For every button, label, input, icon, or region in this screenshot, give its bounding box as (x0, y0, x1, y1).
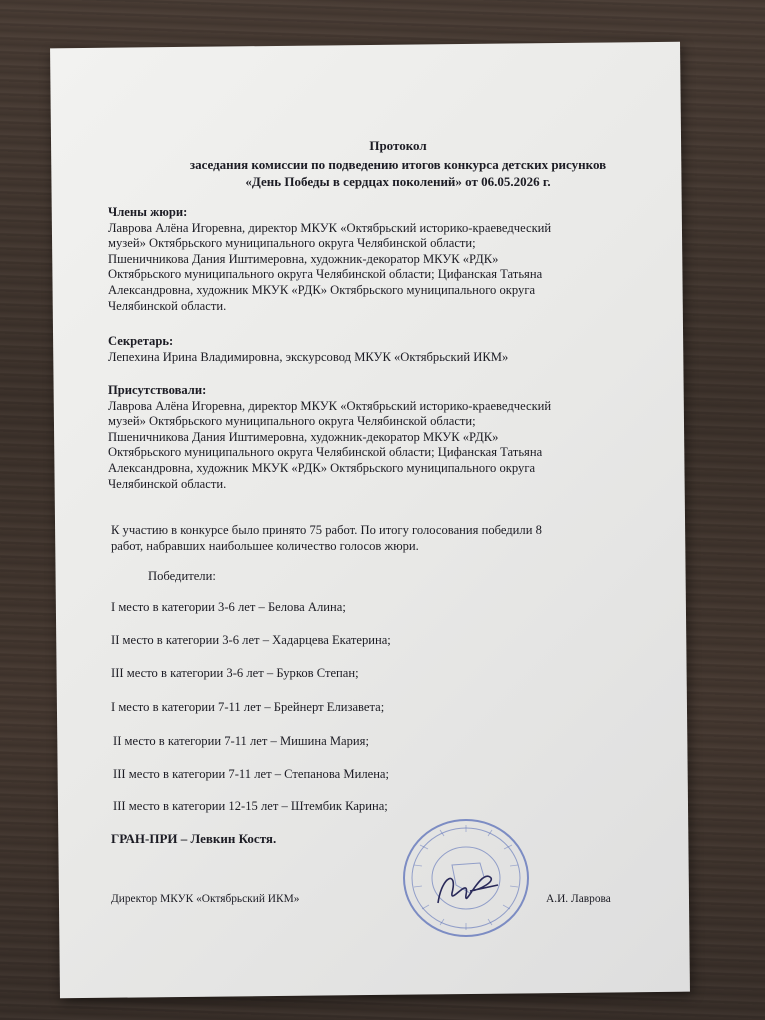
secretary-section (108, 334, 623, 365)
winner-item: III место в категории 3-6 лет – Бурков Степан; (111, 666, 359, 680)
jury-line: Челябинской области. (108, 298, 227, 313)
grand-prix: ГРАН-ПРИ – Левкин Костя. (111, 831, 277, 846)
present-line: Октябрьского муниципального округа Челябинской области; Цифанская Татьяна (108, 445, 543, 460)
present-line: Александровна, художник МКУК «РДК» Октябрьского муниципального округа (108, 460, 536, 475)
present-line: Пшеничникова Дания Иштимеровна, художник-декоратор МКУК «РДК» (108, 429, 499, 444)
jury-section (108, 205, 623, 314)
secretary-text: Лепехина Ирина Владимировна, экскурсовод МКУК «Октябрьский ИКМ» (108, 349, 509, 364)
present-label: Присутствовали: (108, 383, 207, 397)
present-line: Челябинской области. (108, 476, 227, 491)
document-subtitle-line2: «День Победы в сердцах поколений» от 06.05.2026 г. (245, 174, 551, 189)
present-line: музей» Октябрьского муниципального округа Челябинской области; (108, 414, 476, 429)
jury-line: Октябрьского муниципального округа Челябинской области; Цифанская Татьяна (108, 267, 543, 282)
signature-position: Директор МКУК «Октябрьский ИКМ» (111, 893, 300, 905)
winner-item: III место в категории 7-11 лет – Степанова Милена; (113, 767, 390, 781)
secretary-label: Секретарь: (108, 334, 174, 348)
document-title: Протокол (369, 138, 427, 153)
signature-name: А.И. Лаврова (546, 893, 611, 905)
winner-item: I место в категории 7-11 лет – Брейнерт Елизавета; (111, 700, 385, 714)
present-section (108, 383, 623, 492)
official-seal (400, 815, 532, 941)
winner-item: II место в категории 7-11 лет – Мишина Мария; (113, 734, 369, 748)
jury-line: Пшеничникова Дания Иштимеровна, художник-декоратор МКУК «РДК» (108, 251, 499, 266)
winner-item: III место в категории 12-15 лет – Штембик Карина; (113, 799, 388, 813)
present-line: Лаврова Алёна Игоревна, директор МКУК «Октябрьский историко-краеведческий (108, 398, 552, 413)
document-subtitle-line1: заседания комиссии по подведению итогов конкурса детских рисунков (189, 157, 607, 172)
jury-line: музей» Октябрьского муниципального округа Челябинской области; (108, 236, 476, 251)
jury-line: Александровна, художник МКУК «РДК» Октябрьского муниципального округа (108, 282, 536, 297)
winner-item: II место в категории 3-6 лет – Хадарцева Екатерина; (111, 633, 391, 647)
summary-line: работ, набравших наибольшее количество голосов жюри. (111, 538, 419, 553)
summary-section (111, 523, 626, 554)
winner-item: I место в категории 3-6 лет – Белова Алина; (111, 600, 346, 614)
jury-label: Члены жюри: (108, 205, 188, 219)
jury-line: Лаврова Алёна Игоревна, директор МКУК «Октябрьский историко-краеведческий (108, 220, 552, 235)
summary-line: К участию в конкурсе было принято 75 работ. По итогу голосования победили 8 (111, 523, 542, 537)
winners-label: Победители: (148, 569, 216, 583)
